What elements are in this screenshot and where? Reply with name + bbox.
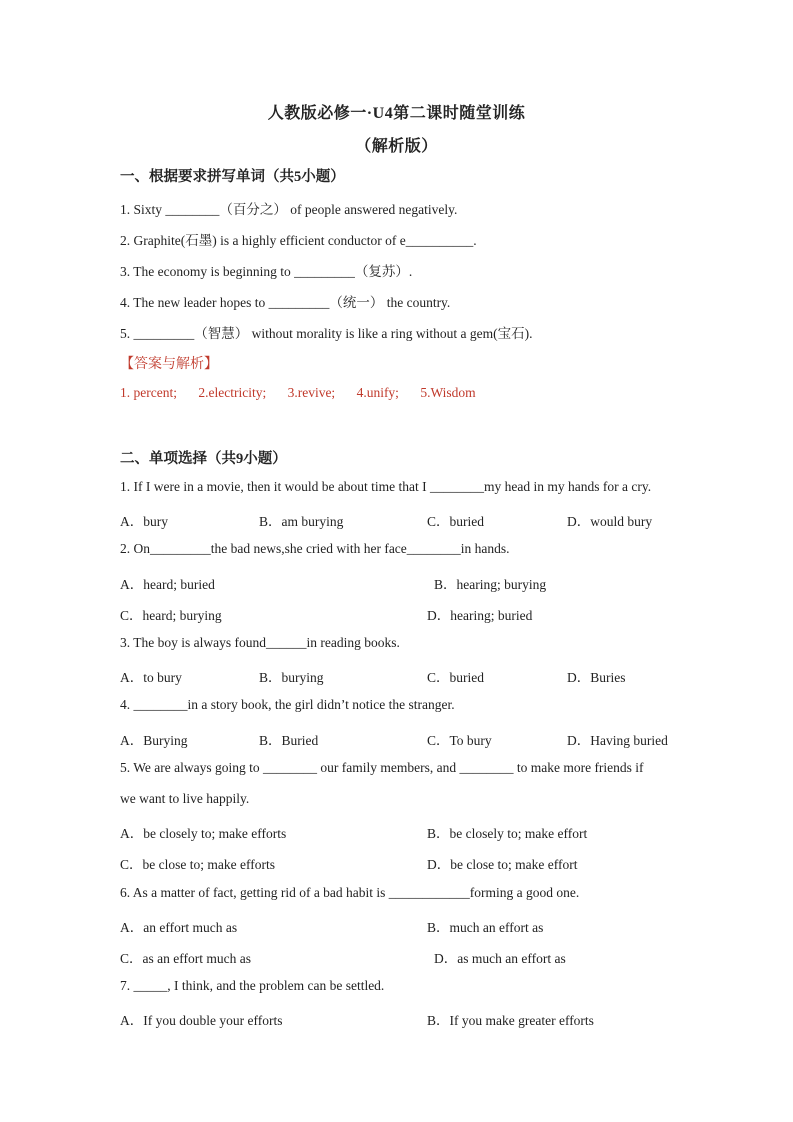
document-title: 人教版必修一·U4第二课时随堂训练 [267, 105, 526, 122]
question-4-option-d: D．Having buried [567, 733, 668, 748]
answer-1: 1. percent; [120, 385, 177, 400]
question-6-option-b: B．much an effort as [427, 920, 544, 935]
question-2-option-b: B．hearing; burying [434, 577, 547, 592]
answer-heading: 【答案与解析】 [120, 357, 218, 372]
question-6-option-d: D．as much an effort as [434, 951, 566, 966]
question-3-option-b: B．burying [259, 670, 324, 685]
question-4-stem: 4. ________in a story book, the girl didn’t notice the stranger. [120, 697, 455, 712]
question-4-option-b: B．Buried [259, 733, 319, 748]
question-7-option-b: B．If you make greater efforts [427, 1013, 594, 1028]
question-2-option-d: D．hearing; buried [427, 608, 533, 623]
answer-2: 2.electricity; [198, 385, 267, 400]
question-5-option-d: D．be close to; make effort [427, 857, 578, 872]
question-1-stem: 1. If I were in a movie, then it would be about time that I ________my head in my hands for a cry. [120, 479, 652, 494]
question-1-option-c: C．buried [427, 514, 484, 529]
question-1-option-d: D．would bury [567, 514, 653, 529]
question-6-stem: 6. As a matter of fact, getting rid of a bad habit is ____________forming a good one. [120, 885, 580, 900]
answer-line [120, 385, 494, 401]
section1-heading: 一、根据要求拼写单词（共5小题） [120, 169, 345, 185]
spelling-item-2: 2. Graphite(石墨) is a highly efficient conductor of e__________. [120, 233, 477, 248]
question-2-option-c: C．heard; burying [120, 608, 222, 623]
section2-heading: 二、单项选择（共9小题） [120, 451, 287, 467]
answer-4: 4.unify; [356, 385, 399, 400]
question-7-option-a: A．If you double your efforts [120, 1013, 283, 1028]
question-7-stem: 7. _____, I think, and the problem can be settled. [120, 978, 385, 993]
question-3-option-c: C．buried [427, 670, 484, 685]
document-subtitle: （解析版） [355, 138, 438, 155]
question-1-option-b: B．am burying [259, 514, 344, 529]
question-2-option-a: A．heard; buried [120, 577, 215, 592]
question-3-stem: 3. The boy is always found______in reading books. [120, 635, 400, 650]
question-5-option-c: C．be close to; make efforts [120, 857, 275, 872]
answer-5: 5.Wisdom [420, 385, 476, 400]
question-2-stem: 2. On_________the bad news,she cried with her face________in hands. [120, 541, 510, 556]
answer-3: 3.revive; [287, 385, 336, 400]
question-5-stem: 5. We are always going to ________ our family members, and ________ to make more friends if [120, 760, 644, 775]
question-5-option-a: A．be closely to; make efforts [120, 826, 287, 841]
question-4-option-c: C．To bury [427, 733, 492, 748]
spelling-item-5: 5. _________（智慧） without morality is like a ring without a gem(宝石). [120, 326, 533, 341]
spelling-item-4: 4. The new leader hopes to _________（统一） the country. [120, 295, 451, 310]
spelling-item-3: 3. The economy is beginning to _________（复苏）. [120, 264, 413, 279]
spelling-item-1: 1. Sixty ________（百分之） of people answered negatively. [120, 202, 458, 217]
question-6-option-a: A．an effort much as [120, 920, 238, 935]
question-4-option-a: A．Burying [120, 733, 188, 748]
question-6-option-c: C．as an effort much as [120, 951, 251, 966]
question-3-option-d: D．Buries [567, 670, 626, 685]
question-5-option-b: B．be closely to; make effort [427, 826, 588, 841]
question-1-option-a: A．bury [120, 514, 168, 529]
question-3-option-a: A．to bury [120, 670, 182, 685]
question-5-stem-continued: we want to live happily. [120, 791, 250, 806]
